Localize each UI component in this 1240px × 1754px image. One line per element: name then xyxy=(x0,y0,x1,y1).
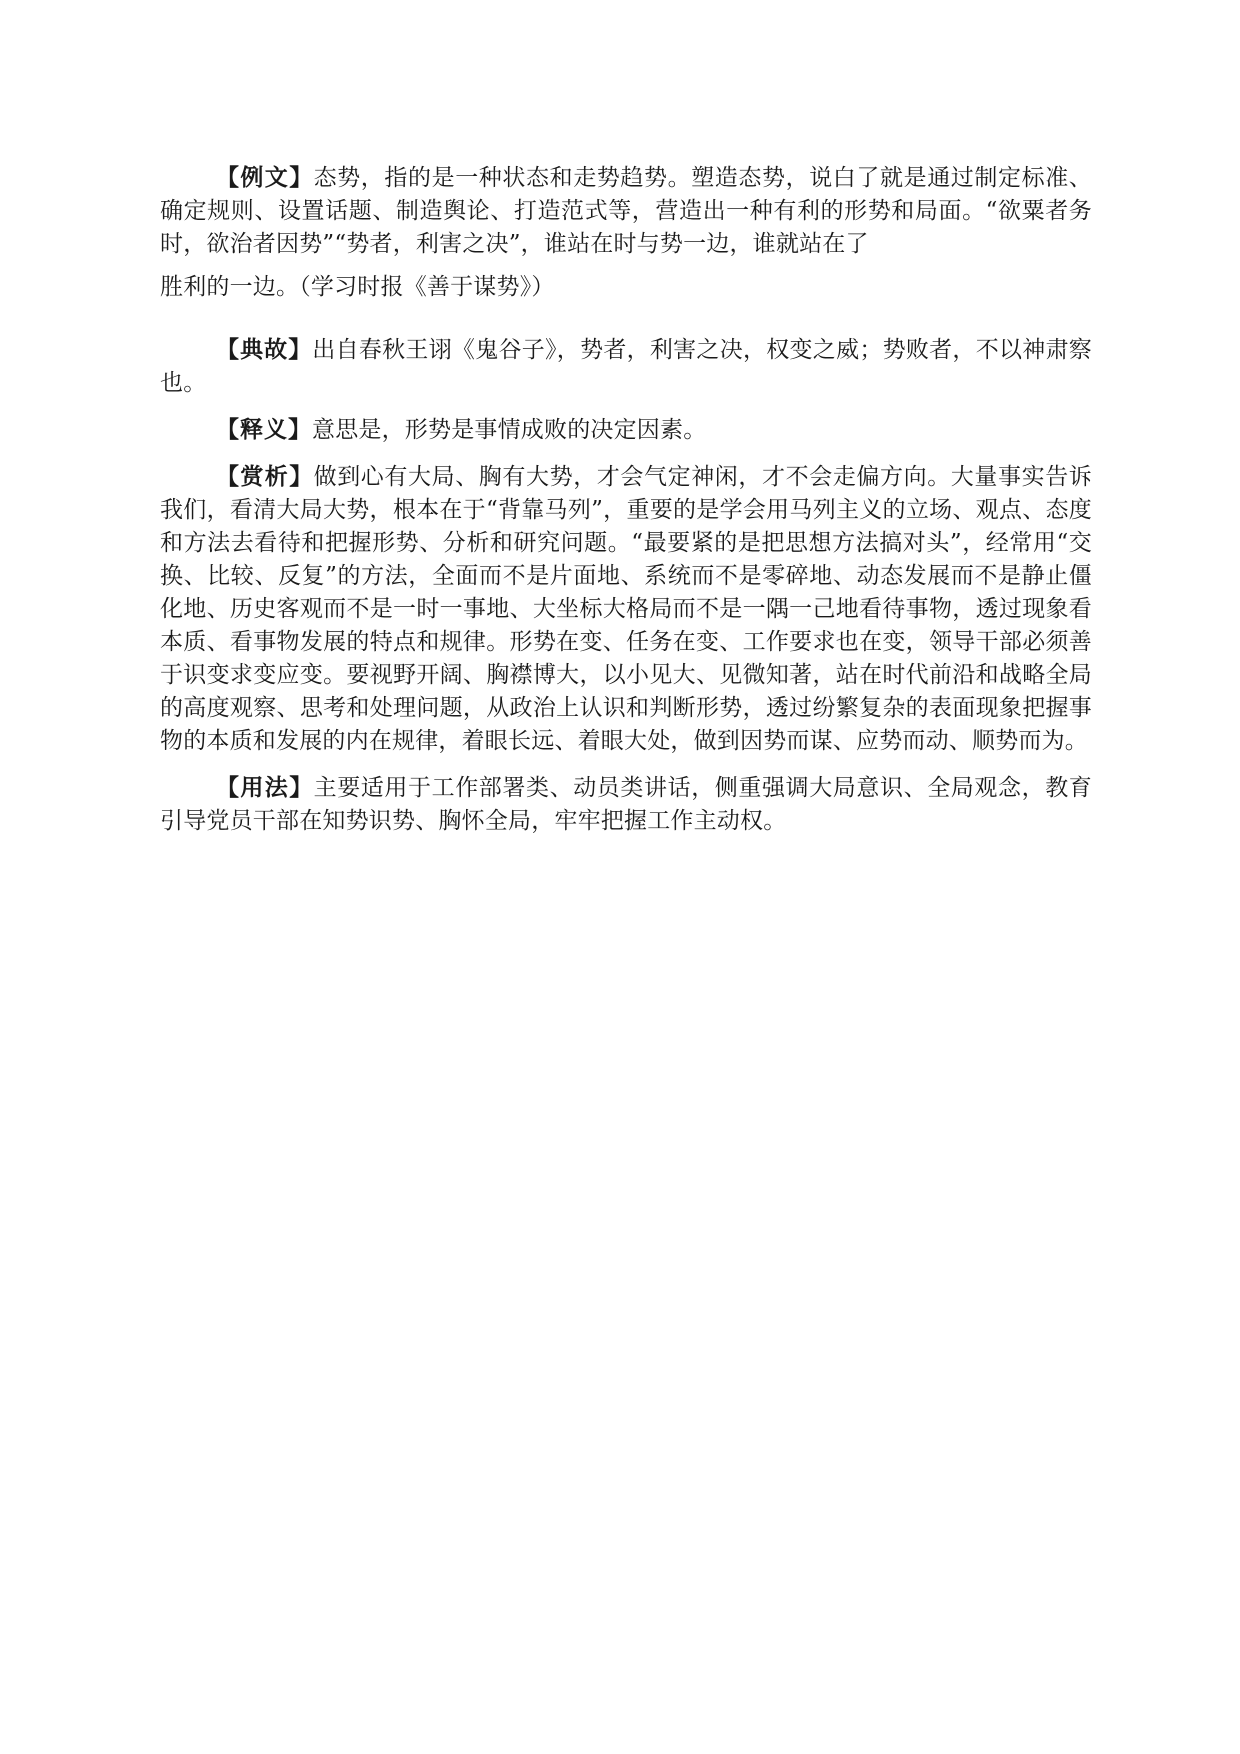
allusion-label: 【典故】 xyxy=(216,337,313,363)
allusion-text: 出自春秋王诩《鬼谷子》，势者，利害之决，权变之威；势败者，不以神肃察也。 xyxy=(160,337,1092,396)
meaning-label: 【释义】 xyxy=(216,417,312,443)
analysis-label: 【赏析】 xyxy=(216,464,314,490)
example-text: 态势，指的是一种状态和走势趋势。塑造态势，说白了就是通过制定标准、确定规则、设置话题、制造舆论、打造范式等，营造出一种有利的形势和局面。“欲粟者务时，欲治者因势”“势者，利害之决”，谁站在时与势一边，谁就站在了 xyxy=(160,165,1093,257)
example-tail-line xyxy=(160,271,1092,304)
allusion-paragraph xyxy=(160,334,1092,400)
usage-label: 【用法】 xyxy=(216,775,314,801)
usage-paragraph xyxy=(160,772,1092,838)
document-page xyxy=(160,162,1092,838)
example-paragraph xyxy=(160,162,1092,304)
example-tail-text: 胜利的一边。 xyxy=(160,274,300,300)
meaning-text: 意思是，形势是事情成败的决定因素。 xyxy=(312,417,707,443)
analysis-paragraph xyxy=(160,461,1092,758)
usage-text: 主要适用于工作部署类、动员类讲话，侧重强调大局意识、全局观念，教育引导党员干部在知势识势、胸怀全局，牢牢把握工作主动权。 xyxy=(160,775,1093,834)
example-source: （学习时报《善于谋势》） xyxy=(299,274,555,300)
example-label: 【例文】 xyxy=(216,165,314,191)
meaning-paragraph xyxy=(160,414,1092,447)
analysis-text: 做到心有大局、胸有大势，才会气定神闲，才不会走偏方向。大量事实告诉我们，看清大局大势，根本在于“背靠马列”，重要的是学会用马列主义的立场、观点、态度和方法去看待和把握形势、分析和研究问题。“最要紧的是把思想方法搞对头”，经常用“交换、比较、反复”的方法，全面而不是片面地、系统而不是零碎地、动态发展而不是静止僵化地、历史客观而不是一时一事地、大坐标大格局而不是一隅一己地看待事物，透过现象看本质、看事物发展的特点和规律。形势在变、任务在变、工作要求也在变，领导干部必须善于识变求变应变。要视野开阔、胸襟博大，以小见大、见微知著，站在时代前沿和战略全局的高度观察、思考和处理问题，从政治上认识和判断形势，透过纷繁复杂的表面现象把握事物的本质和发展的内在规律，着眼长远、着眼大处，做到因势而谋、应势而动、顺势而为。 xyxy=(160,464,1093,754)
